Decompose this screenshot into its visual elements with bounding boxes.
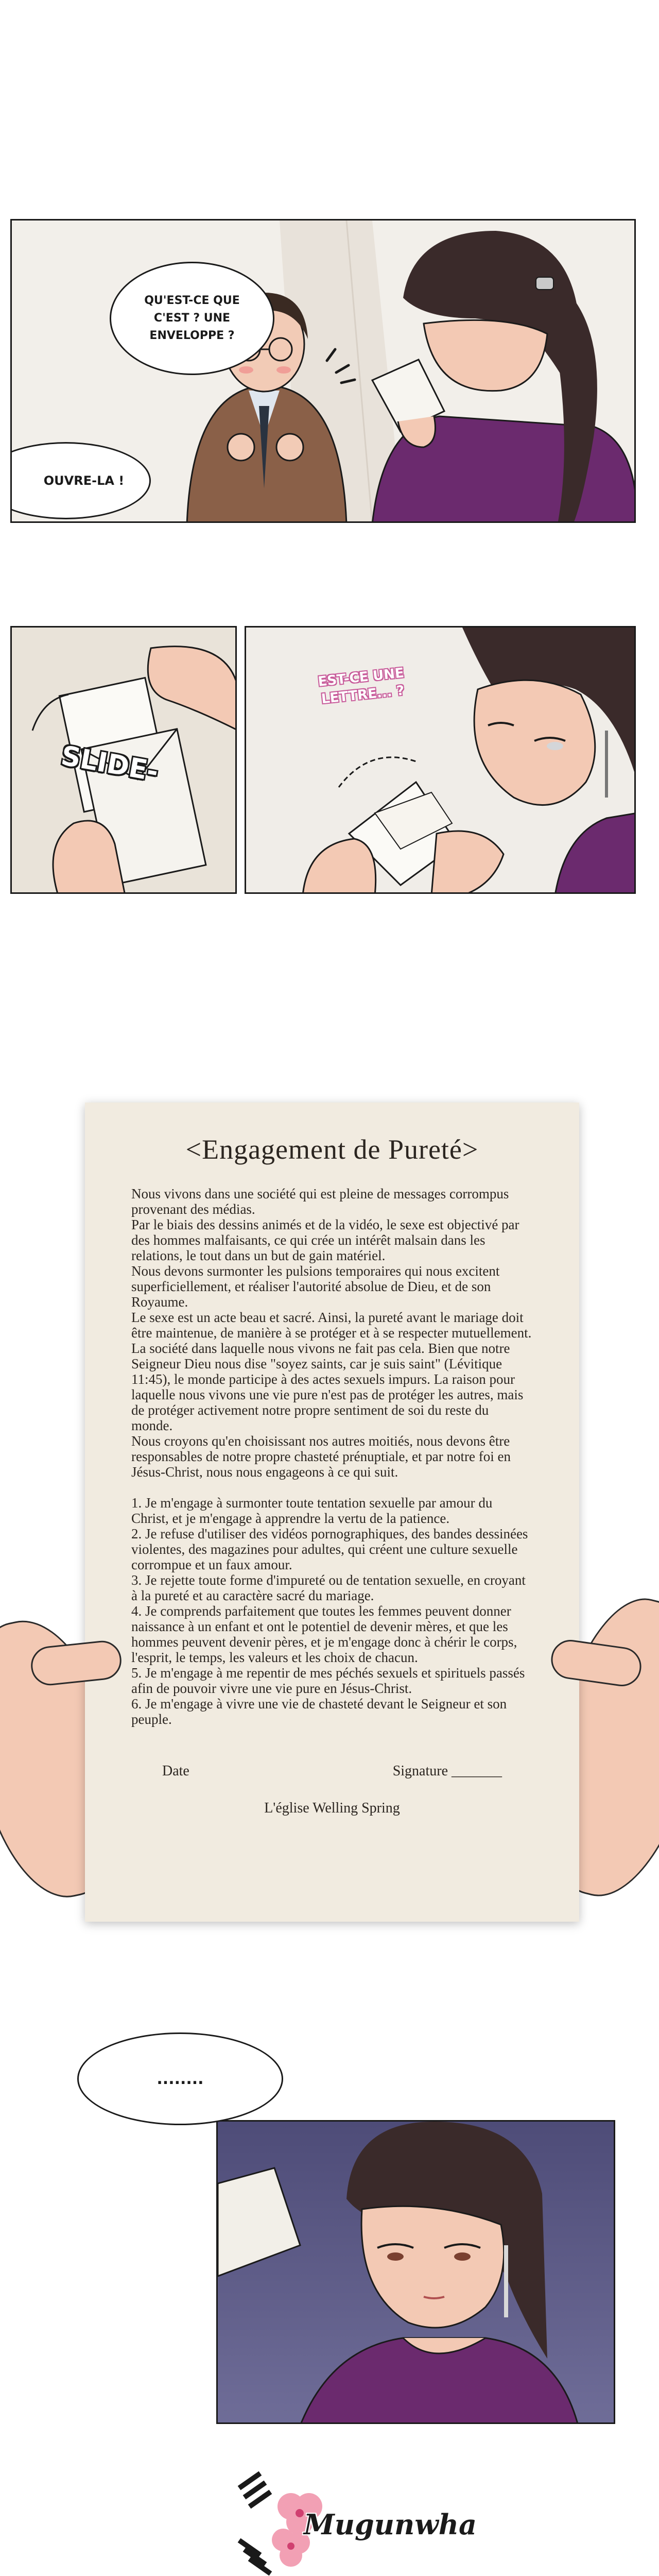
speech-bubble-ellipsis-text: ........ — [157, 2070, 204, 2088]
letter-paragraph: Nous croyons qu'en choisissant nos autres moitiés, nous devons être responsables de notre propre chasteté prénuptiale, et par notre foi en Jésus-Christ, nous nous engageons à ce qui suit. — [131, 1433, 511, 1480]
sfx-slide: SLIDE- — [59, 740, 161, 788]
thought-text: EST-CE UNE LETTRE... ? — [317, 665, 405, 707]
signature-label: Signature _______ — [392, 1763, 502, 1779]
panel-3-art — [246, 628, 636, 894]
pledge-item: 1. Je m'engage à surmonter toute tentation sexuelle par amour du Christ, et je m'engage à apprendre la vertu de la patience. — [131, 1495, 493, 1526]
mugunwha-logo — [227, 2468, 477, 2576]
pledge-item: 3. Je rejette toute forme d'impureté ou de tentation sexuelle, en croyant à la pureté et au caractère sacré du mariage. — [131, 1572, 526, 1603]
speech-bubble-question-text: QU'EST-CE QUE C'EST ? UNE ENVELOPPE ? — [144, 294, 240, 342]
panel-3 — [245, 626, 636, 894]
letter-title: <Engagement de Pureté> — [185, 1134, 479, 1165]
panel-5 — [216, 2120, 615, 2424]
date-label: Date — [162, 1763, 189, 1779]
signature-row — [131, 1763, 533, 1780]
purity-pledge-letter — [85, 1103, 579, 1922]
pledge-item: 5. Je m'engage à me repentir de mes péchés sexuels et spirituels passés afin de pouvoir vivre une vie pure en Jésus-Christ. — [131, 1665, 525, 1696]
panel-5-art — [218, 2122, 615, 2424]
panel-2 — [10, 626, 237, 894]
church-name: L'église Welling Spring — [264, 1800, 400, 1816]
panel-1 — [10, 219, 636, 523]
letter-paragraph: Par le biais des dessins animés et de la vidéo, le sexe est objectivé par des hommes malfaisants, ce qui crée un intérêt malsain dans les relations, le tout dans un but de gain matériel. — [131, 1217, 519, 1263]
pledge-item: 2. Je refuse d'utiliser des vidéos pornographiques, des bandes dessinées violentes, des magazines pour adultes, qui créent une culture sexuelle corrompue et un faux amour. — [131, 1526, 528, 1572]
speech-bubble-open-text: OUVRE-LA ! — [43, 473, 125, 488]
letter-paragraph: Nous devons surmonter les pulsions temporaires qui nous excitent superficiellement, et réaliser l'autorité absolue de Dieu, et de son Royaume. — [131, 1263, 500, 1310]
logo-text: Mugunwha — [304, 2508, 477, 2541]
letter-paragraph: Le sexe est un acte beau et sacré. Ainsi, la pureté avant le mariage doit être maintenue, de manière à se protéger et à se respecter mutuellement. La société dans laquelle nous vivons ne fait pas cela. Bien que notre Seigneur Dieu nous dise "soyez saints, car je suis saint" (Lévitique 11:45), le monde participe à des actes sexuels impurs. La raison pour laquelle nous vivons une vie pure n'est pas de protéger les autres, mais de protéger activement notre propre sentiment de soi du reste du monde. — [131, 1310, 532, 1433]
speech-bubble-ellipsis — [77, 2032, 283, 2125]
pledge-item: 6. Je m'engage à vivre une vie de chasteté devant le Seigneur et son peuple. — [131, 1696, 507, 1727]
letter-body — [131, 1186, 533, 1727]
pledge-item: 4. Je comprends parfaitement que toutes les femmes peuvent donner naissance à un enfant et ont le potentiel de devenir mères, et que les hommes peuvent devenir pères, et je m'engage donc à chérir le corps, l'esprit, le temps, les valeurs et les choix de chacun. — [131, 1603, 517, 1665]
speech-bubble-question — [110, 262, 274, 375]
letter-paragraph: Nous vivons dans une société qui est pleine de messages corrompus provenant des médias. — [131, 1186, 509, 1217]
